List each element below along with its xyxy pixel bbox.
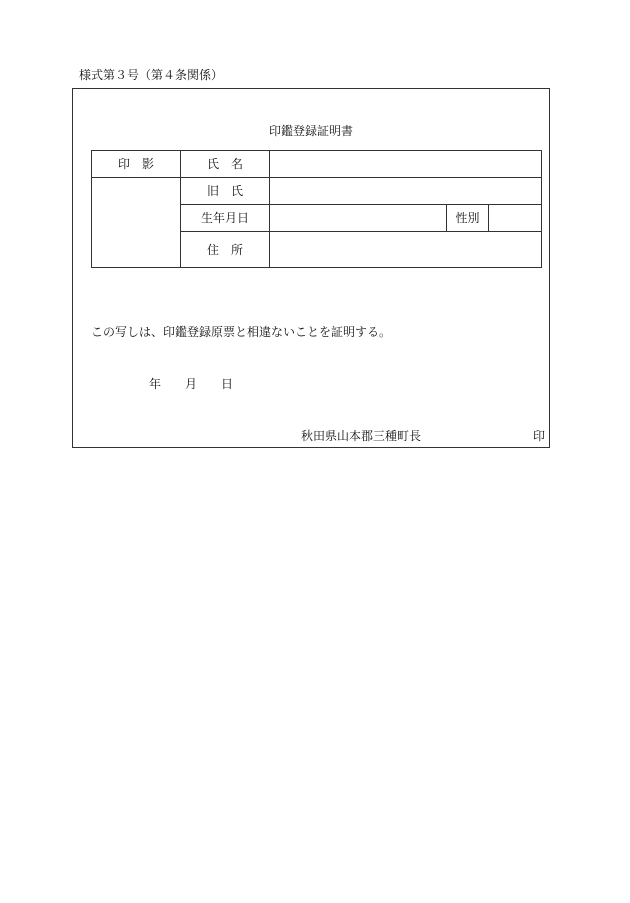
- name-value: [270, 151, 542, 178]
- address-label: 住 所: [181, 232, 270, 268]
- certificate-frame: [72, 88, 550, 448]
- former-name-value: [270, 178, 542, 205]
- sex-label: 性別: [447, 205, 489, 232]
- table-row: [92, 151, 542, 178]
- seal-impression-area: [92, 178, 181, 268]
- issuer-name: 秋田県山本郡三種町長: [301, 429, 422, 443]
- form-number: 様式第３号（第４条関係）: [79, 68, 224, 82]
- birth-date-label: 生年月日: [181, 205, 270, 232]
- name-label: 氏 名: [181, 151, 270, 178]
- day-label: 日: [221, 377, 234, 391]
- issuer-seal-mark: 印: [533, 429, 546, 443]
- certification-statement: この写しは、印鑑登録原票と相違ないことを証明する。: [91, 325, 392, 339]
- sex-value: [489, 205, 542, 232]
- former-name-label: 旧 氏: [181, 178, 270, 205]
- year-label: 年: [149, 377, 162, 391]
- issue-date: [149, 376, 233, 392]
- registration-table: [91, 150, 542, 268]
- document-title: 印鑑登録証明書: [268, 124, 353, 138]
- address-value: [270, 232, 542, 268]
- birth-date-value: [270, 205, 447, 232]
- month-label: 月: [185, 377, 198, 391]
- seal-impression-label: 印 影: [92, 151, 181, 178]
